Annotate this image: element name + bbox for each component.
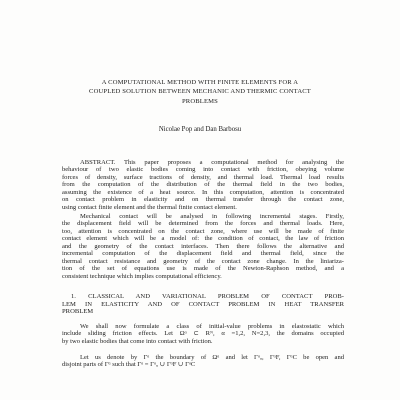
body-line: contact element which will be a model of: the condition of contact, the law of friction xyxy=(62,235,344,243)
body-line: too, attention is concentrated on the contact zone, where use will be made of finite xyxy=(62,227,344,235)
title-line: A COMPUTATIONAL METHOD WITH FINITE ELEMENTS FOR A xyxy=(101,79,299,86)
abstract-line: behaviour of two elastic bodies coming into contact with friction, obeying volume xyxy=(62,166,344,174)
title-line: PROBLEMS xyxy=(181,97,218,105)
heading-line: 1. CLASSICAL AND VARIATIONAL PROBLEM OF CONTACT PROB- xyxy=(71,293,344,300)
section-heading xyxy=(62,293,344,316)
body-line: consistent technique which implies computational efficiency. xyxy=(62,272,222,280)
abstract-line: from the computation of the distribution of the thermal field in the two bodies, xyxy=(62,181,344,189)
abstract-line: using contact finite element and the thermal finite contact element. xyxy=(62,203,237,211)
abstract-line: on contact problem in elasticity and on thermal transfer through the contact zone, xyxy=(62,196,344,204)
body-line: by two elastic bodies that come into contact with friction. xyxy=(62,337,213,345)
paper-authors: Nicolae Pop and Dan Barbosu xyxy=(158,126,242,133)
body-paragraph xyxy=(62,323,344,345)
heading-line: LEM IN ELASTICITY AND OF CONTACT PROBLEM IN HEAT TRANSFER xyxy=(62,300,344,308)
body-line: the displacement field will be determined from the forces and thermal loads. Here, xyxy=(62,220,344,228)
body-paragraph xyxy=(62,354,344,369)
body-line: Let us denote by Γᵅ the boundary of Ωᵅ and let Γᵅᵤ, ΓᵅF, ΓᵅC be open and xyxy=(80,354,344,361)
paper-title xyxy=(0,78,400,106)
body-line: thermal contact resistance and geometry of the contact zone change. In the liniariza- xyxy=(62,257,344,265)
abstract-paragraph xyxy=(62,159,344,211)
heading-line: PROBLEM xyxy=(62,308,94,316)
body-line: and the geometry of the contact interfaces. Then there follows the alternative and xyxy=(62,242,344,250)
body-line: We shall now formulate a class of initial-value problems in elastostatic which xyxy=(80,323,344,330)
body-line: tion of the set of equations use is made of the Newton-Raphson method, and a xyxy=(62,265,344,273)
body-line: disjoint parts of Γᵅ such that Γᵅ = Γᵅᵤ ∪ ΓᵅF ∪ ΓᵅC xyxy=(62,361,196,369)
body-line: Mechanical contact will be analysed in following incremental stages. Firstly, xyxy=(80,213,344,220)
abstract-line: forces of density, surface tractions of density, and thermal load. Thermal load results xyxy=(62,173,344,181)
abstract-line: ABSTRACT. This paper proposes a computational method for analysing the xyxy=(80,159,344,166)
abstract-line: assuming the existence of a heat source. In this computation, attention is concentrated xyxy=(62,188,344,196)
body-line: incremental computation of the displacement field and thermal field, since the xyxy=(62,250,344,258)
body-paragraph xyxy=(62,213,344,280)
body-line: include sliding friction effects. Let Ωᵅ ⊂ Rᴺ, α =1,2, N=2,3, the domains occupied xyxy=(62,330,344,338)
title-line: COUPLED SOLUTION BETWEEN MECHANIC AND THERMIC CONTACT xyxy=(89,88,311,96)
